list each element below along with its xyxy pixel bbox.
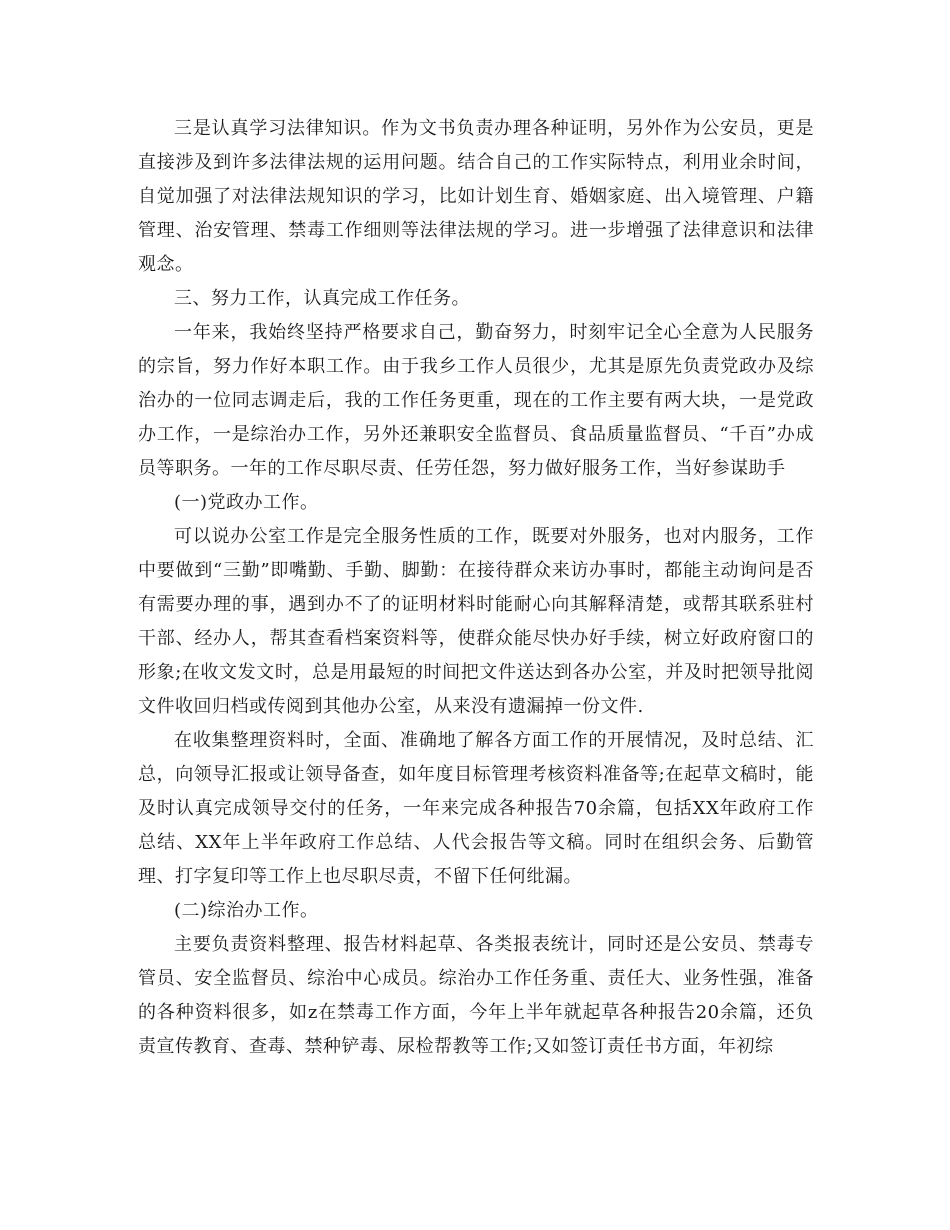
subsection-heading-party-office: (一)党政办工作。 <box>174 492 319 513</box>
subsection-heading-comprehensive-office: (二)综治办工作。 <box>174 900 319 921</box>
paragraph-material-collection: 在收集整理资料时，全面、准确地了解各方面工作的开展情况，及时总结、汇总，向领导汇报或让领导备查，如年度目标管理考核资料准备等;在起草文稿时，能及时认真完成领导交付的任务，一年来完成各种报告70余篇，包括XX年政府工作总结、XX年上半年政府工作总结、人代会报告等文稿。同时在组织会务、后勤管理、打字复印等工作上也尽职尽责，不留下任何纰漏。 <box>138 730 814 887</box>
document-body <box>138 112 814 1064</box>
paragraph-office-service: 可以说办公室工作是完全服务性质的工作，既要对外服务，也对内服务，工作中要做到“三勤”即嘴勤、手勤、脚勤：在接待群众来访办事时，都能主动询问是否有需要办理的事，遇到办不了的证明材料时能耐心向其解释清楚，或帮其联系驻村干部、经办人，帮其查看档案资料等，使群众能尽快办好手续，树立好政府窗口的形象;在收文发文时，总是用最短的时间把文件送达到各办公室，并及时把领导批阅文件收回归档或传阅到其他办公室，从来没有遗漏掉一份文件. <box>138 526 814 717</box>
paragraph-year-summary: 一年来，我始终坚持严格要求自己，勤奋努力，时刻牢记全心全意为人民服务的宗旨，努力作好本职工作。由于我乡工作人员很少，尤其是原先负责党政办及综治办的一位同志调走后，我的工作任务更重，现在的工作主要有两大块，一是党政办工作，一是综治办工作，另外还兼职安全监督员、食品质量监督员、“千百”办成员等职务。一年的工作尽职尽责、任劳任怨，努力做好服务工作，当好参谋助手 <box>138 322 814 479</box>
paragraph-legal-study: 三是认真学习法律知识。作为文书负责办理各种证明，另外作为公安员，更是直接涉及到许多法律法规的运用问题。结合自己的工作实际特点，利用业余时间，自觉加强了对法律法规知识的学习，比如计划生育、婚姻家庭、出入境管理、户籍管理、治安管理、禁毒工作细则等法律法规的学习。进一步增强了法律意识和法律观念。 <box>138 118 814 275</box>
section-heading-work-tasks: 三、努力工作，认真完成工作任务。 <box>174 288 470 309</box>
paragraph-comprehensive-duties: 主要负责资料整理、报告材料起草、各类报表统计，同时还是公安员、禁毒专管员、安全监督员、综治中心成员。综治办工作任务重、责任大、业务性强，准备的各种资料很多，如z在禁毒工作方面，今年上半年就起草各种报告20余篇，还负责宣传教育、查毒、禁种铲毒、尿检帮教等工作;又如签订责任书方面，年初综 <box>138 934 814 1057</box>
